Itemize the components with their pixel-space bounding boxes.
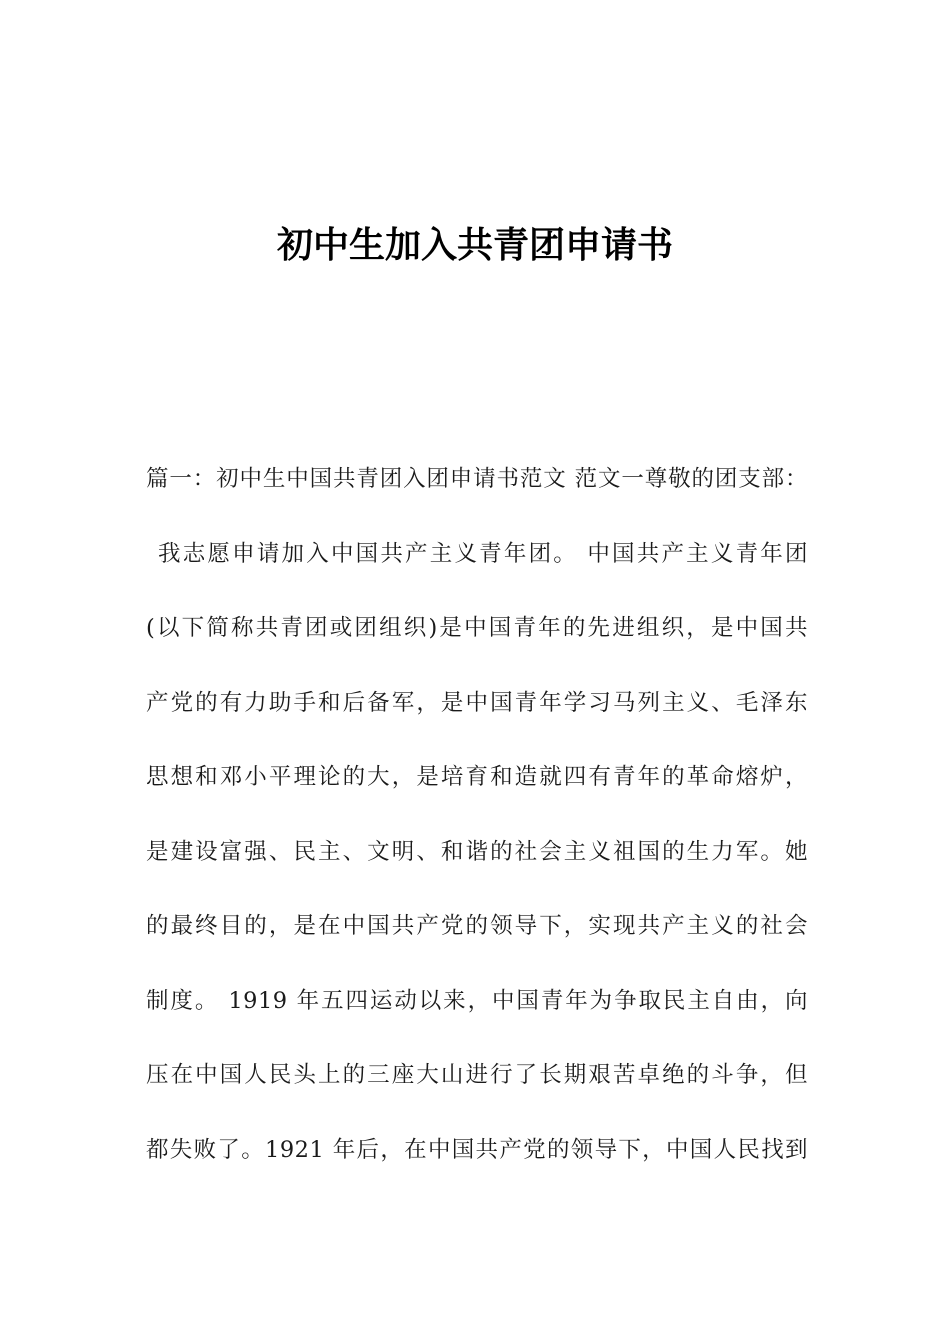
body-line: 制度。 1919 年五四运动以来，中国青年为争取民主自由，向 bbox=[146, 987, 808, 1014]
document-title: 初中生加入共青团申请书 bbox=[276, 225, 673, 266]
body-line: 压在中国人民头上的三座大山进行了长期艰苦卓绝的斗争，但 bbox=[146, 1062, 808, 1088]
document-body bbox=[146, 454, 808, 1199]
body-line: 是建设富强、民主、文明、和谐的社会主义祖国的生力军。她 bbox=[146, 838, 808, 865]
body-line: (以下简称共青团或团组织)是中国青年的先进组织，是中国共 bbox=[146, 615, 808, 641]
body-line: 的最终目的，是在中国共产党的领导下，实现共产主义的社会 bbox=[146, 913, 808, 939]
body-line: 篇一：初中生中国共青团入团申请书范文 范文一尊敬的团支部： bbox=[146, 466, 808, 492]
body-line: 产党的有力助手和后备军，是中国青年学习马列主义、毛泽东 bbox=[146, 689, 808, 716]
body-line: 思想和邓小平理论的大，是培育和造就四有青年的革命熔炉， bbox=[146, 764, 808, 790]
body-line: 我志愿申请加入中国共产主义青年团。 中国共产主义青年团 bbox=[158, 540, 808, 567]
body-line: 都失败了。1921 年后，在中国共产党的领导下，中国人民找到 bbox=[146, 1136, 808, 1163]
